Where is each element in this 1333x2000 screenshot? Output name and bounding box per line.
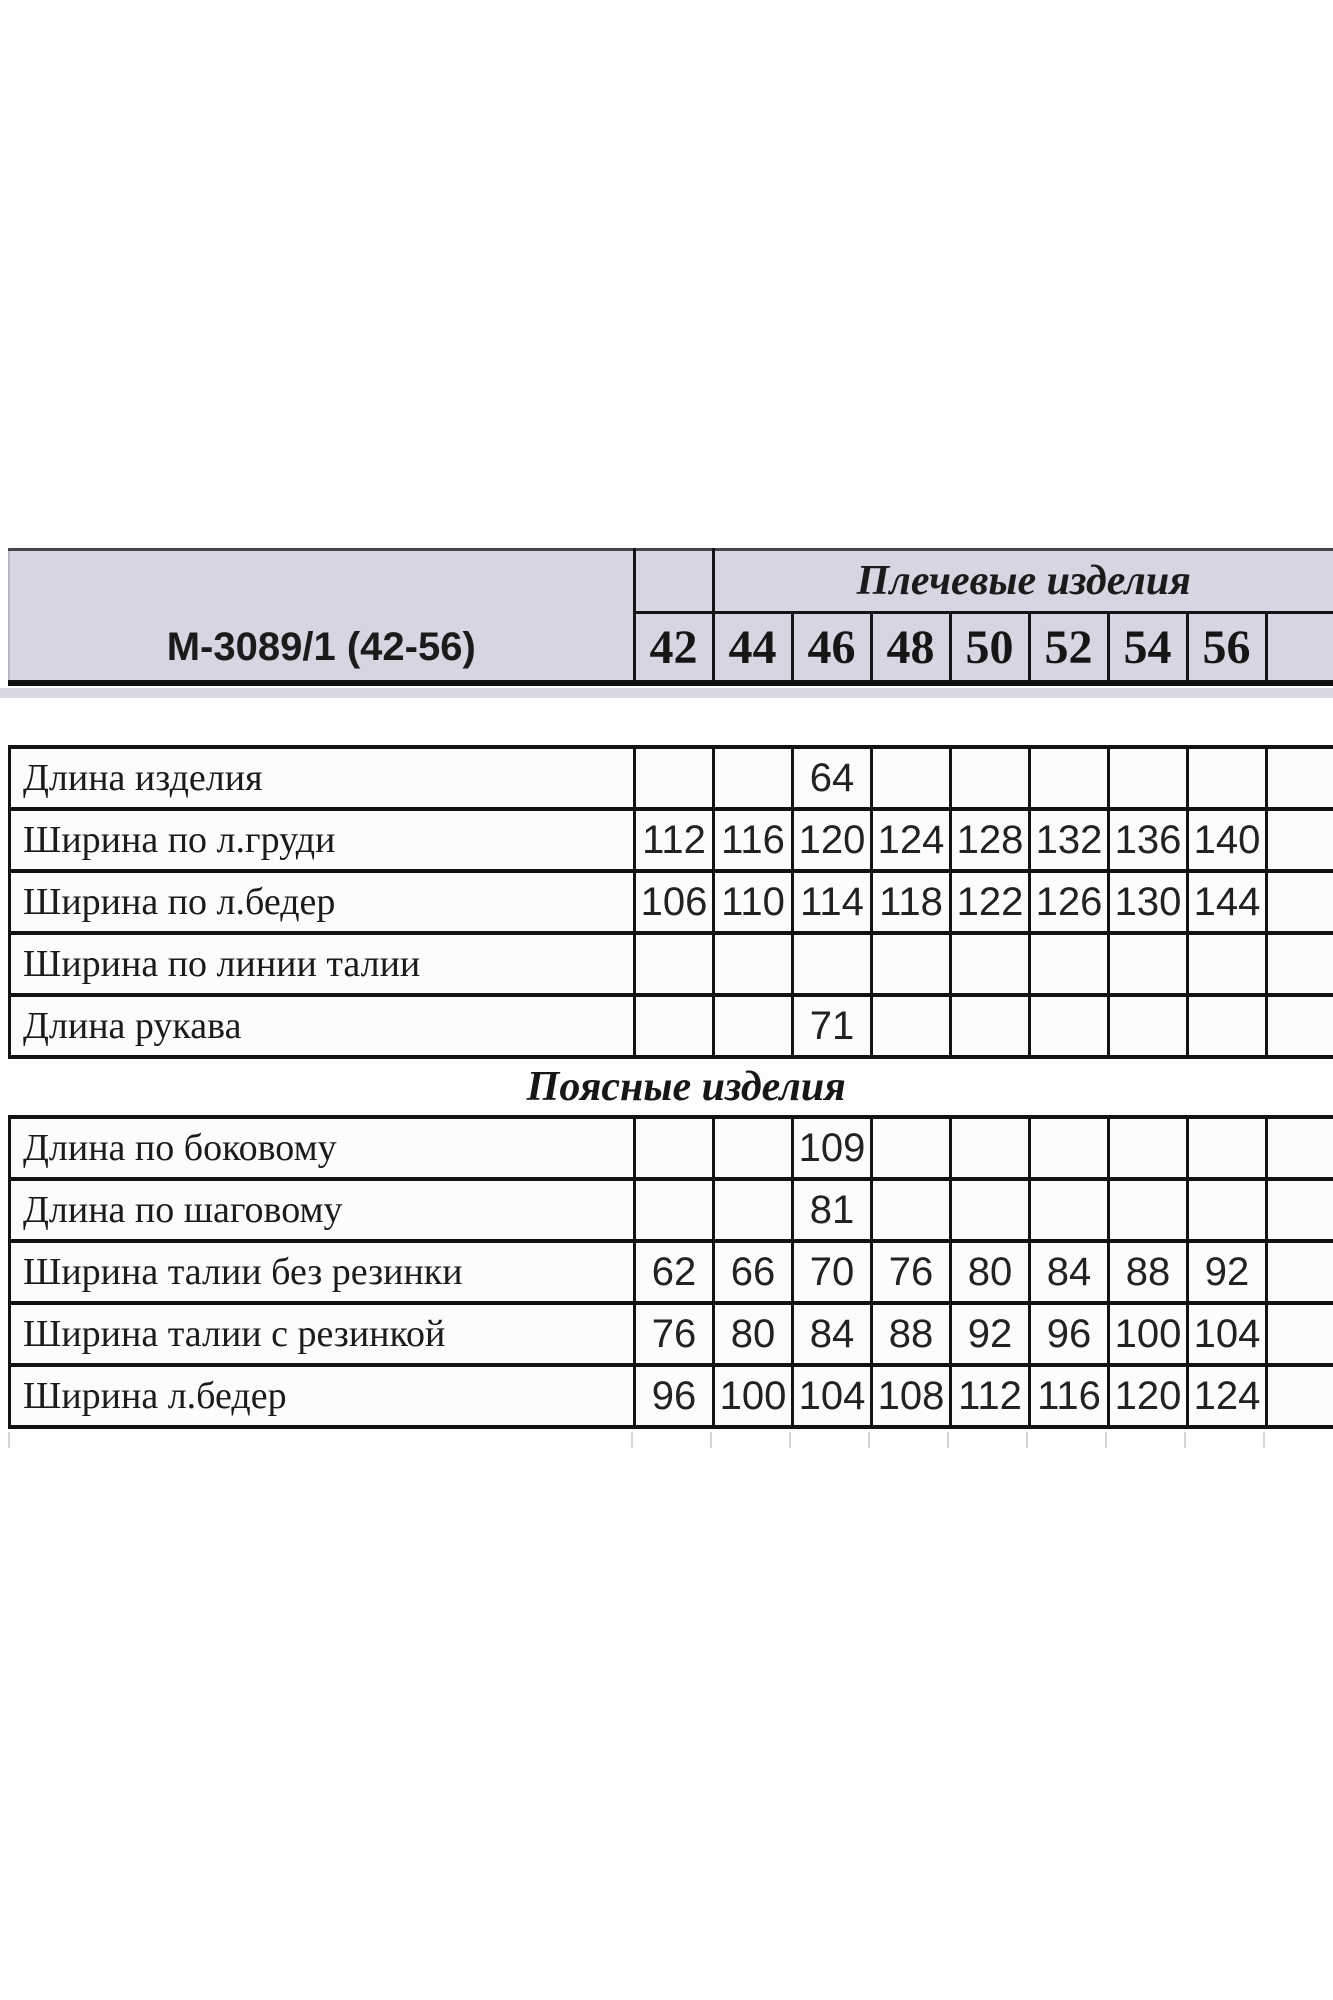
cell-value: 92 [951, 1303, 1030, 1365]
cell-value: 122 [951, 871, 1030, 933]
cell-value: 140 [1188, 809, 1267, 871]
cell-value [635, 1179, 714, 1241]
cell-value [1188, 995, 1267, 1057]
cell-value: 81 [793, 1179, 872, 1241]
cell-value: 106 [635, 871, 714, 933]
cell-value: 84 [1030, 1241, 1109, 1303]
cell-value: 108 [872, 1365, 951, 1427]
row-side-length [10, 1117, 1333, 1179]
cell-value [1109, 747, 1188, 809]
row-label: Ширина талии с резинкой [10, 1303, 635, 1365]
row-label: Длина по боковому [10, 1117, 635, 1179]
row-label: Ширина по л.бедер [10, 871, 635, 933]
cell-value [714, 933, 793, 995]
cell-trailing [1267, 1303, 1333, 1365]
cell-value [635, 1117, 714, 1179]
cell-value: 116 [1030, 1365, 1109, 1427]
cell-value: 118 [872, 871, 951, 933]
cell-trailing [1267, 809, 1333, 871]
cell-value: 110 [714, 871, 793, 933]
cell-value [951, 995, 1030, 1057]
cell-value [1030, 1117, 1109, 1179]
model-label: М-3089/1 (42-56) [166, 625, 476, 669]
cell-value [951, 1117, 1030, 1179]
cell-trailing [1267, 747, 1333, 809]
cell-value: 109 [793, 1117, 872, 1179]
header-trailing-cell [1266, 613, 1333, 684]
cell-value [1188, 933, 1267, 995]
row-hip-width [10, 871, 1333, 933]
header-underline-strip [0, 688, 1333, 698]
model-label-cell [9, 550, 634, 684]
cell-value: 92 [1188, 1241, 1267, 1303]
cell-value: 88 [872, 1303, 951, 1365]
header-empty-cell [634, 550, 713, 613]
cell-value [635, 933, 714, 995]
size-header-46: 46 [792, 613, 871, 684]
cell-value: 64 [793, 747, 872, 809]
cell-value: 104 [1188, 1303, 1267, 1365]
cell-value [872, 1117, 951, 1179]
row-label: Длина рукава [10, 995, 635, 1057]
cell-value: 126 [1030, 871, 1109, 933]
cell-value: 104 [793, 1365, 872, 1427]
row-waist-with-elastic [10, 1303, 1333, 1365]
cell-value [793, 933, 872, 995]
measurements-table [8, 745, 1333, 1429]
cell-value: 80 [714, 1303, 793, 1365]
row-inseam-length [10, 1179, 1333, 1241]
table-ghost-stubs [631, 1432, 1271, 1448]
cell-value [714, 1179, 793, 1241]
cell-value: 124 [872, 809, 951, 871]
cell-trailing [1267, 1365, 1333, 1427]
cell-value [1030, 747, 1109, 809]
header-group-row [9, 550, 1333, 613]
cell-value [1188, 1117, 1267, 1179]
cell-value [1188, 1179, 1267, 1241]
cell-value: 132 [1030, 809, 1109, 871]
cell-trailing [1267, 933, 1333, 995]
cell-value [1030, 995, 1109, 1057]
cell-value: 100 [714, 1365, 793, 1427]
cell-value: 62 [635, 1241, 714, 1303]
shoulder-group-title: Плечевые изделия [713, 550, 1333, 613]
cell-value: 84 [793, 1303, 872, 1365]
cell-value: 76 [872, 1241, 951, 1303]
cell-value: 136 [1109, 809, 1188, 871]
cell-value [1188, 747, 1267, 809]
row-label: Ширина по линии талии [10, 933, 635, 995]
cell-value: 144 [1188, 871, 1267, 933]
cell-trailing [1267, 1117, 1333, 1179]
cell-value [635, 995, 714, 1057]
cell-value: 128 [951, 809, 1030, 871]
cell-value: 100 [1109, 1303, 1188, 1365]
row-product-length [10, 747, 1333, 809]
row-label: Ширина талии без резинки [10, 1241, 635, 1303]
cell-value: 88 [1109, 1241, 1188, 1303]
row-label: Длина по шаговому [10, 1179, 635, 1241]
cell-value [1109, 995, 1188, 1057]
row-hip-width-bottoms [10, 1365, 1333, 1427]
table-ghost-stub [8, 1432, 10, 1448]
cell-value: 66 [714, 1241, 793, 1303]
cell-value: 120 [793, 809, 872, 871]
cell-value [714, 995, 793, 1057]
cell-value: 96 [1030, 1303, 1109, 1365]
waist-section-title: Поясные изделия [10, 1057, 1333, 1117]
cell-value [872, 1179, 951, 1241]
cell-value [1109, 1117, 1188, 1179]
cell-value: 120 [1109, 1365, 1188, 1427]
size-header-44: 44 [713, 613, 792, 684]
row-waist-no-elastic [10, 1241, 1333, 1303]
cell-value: 76 [635, 1303, 714, 1365]
size-chart-header-table [8, 548, 1333, 686]
cell-value: 130 [1109, 871, 1188, 933]
cell-value: 80 [951, 1241, 1030, 1303]
cell-value: 96 [635, 1365, 714, 1427]
row-sleeve-length [10, 995, 1333, 1057]
cell-value [1109, 1179, 1188, 1241]
cell-value [714, 747, 793, 809]
cell-value [635, 747, 714, 809]
cell-value [951, 1179, 1030, 1241]
cell-value: 70 [793, 1241, 872, 1303]
cell-value: 116 [714, 809, 793, 871]
size-header-54: 54 [1108, 613, 1187, 684]
cell-value [1109, 933, 1188, 995]
size-header-48: 48 [871, 613, 950, 684]
row-label: Длина изделия [10, 747, 635, 809]
row-label: Ширина л.бедер [10, 1365, 635, 1427]
size-header-52: 52 [1029, 613, 1108, 684]
cell-value: 112 [635, 809, 714, 871]
cell-value: 124 [1188, 1365, 1267, 1427]
cell-value [951, 747, 1030, 809]
waist-section-header-row [10, 1057, 1333, 1117]
row-chest-width [10, 809, 1333, 871]
cell-value: 112 [951, 1365, 1030, 1427]
row-waist-line-width [10, 933, 1333, 995]
row-label: Ширина по л.груди [10, 809, 635, 871]
cell-value [872, 933, 951, 995]
cell-value [872, 747, 951, 809]
cell-value [1030, 1179, 1109, 1241]
cell-trailing [1267, 995, 1333, 1057]
cell-value: 114 [793, 871, 872, 933]
cell-value [714, 1117, 793, 1179]
cell-value [951, 933, 1030, 995]
cell-value: 71 [793, 995, 872, 1057]
size-header-50: 50 [950, 613, 1029, 684]
cell-value [1030, 933, 1109, 995]
cell-trailing [1267, 871, 1333, 933]
cell-trailing [1267, 1179, 1333, 1241]
cell-trailing [1267, 1241, 1333, 1303]
size-header-56: 56 [1187, 613, 1266, 684]
cell-value [872, 995, 951, 1057]
size-header-42: 42 [634, 613, 713, 684]
